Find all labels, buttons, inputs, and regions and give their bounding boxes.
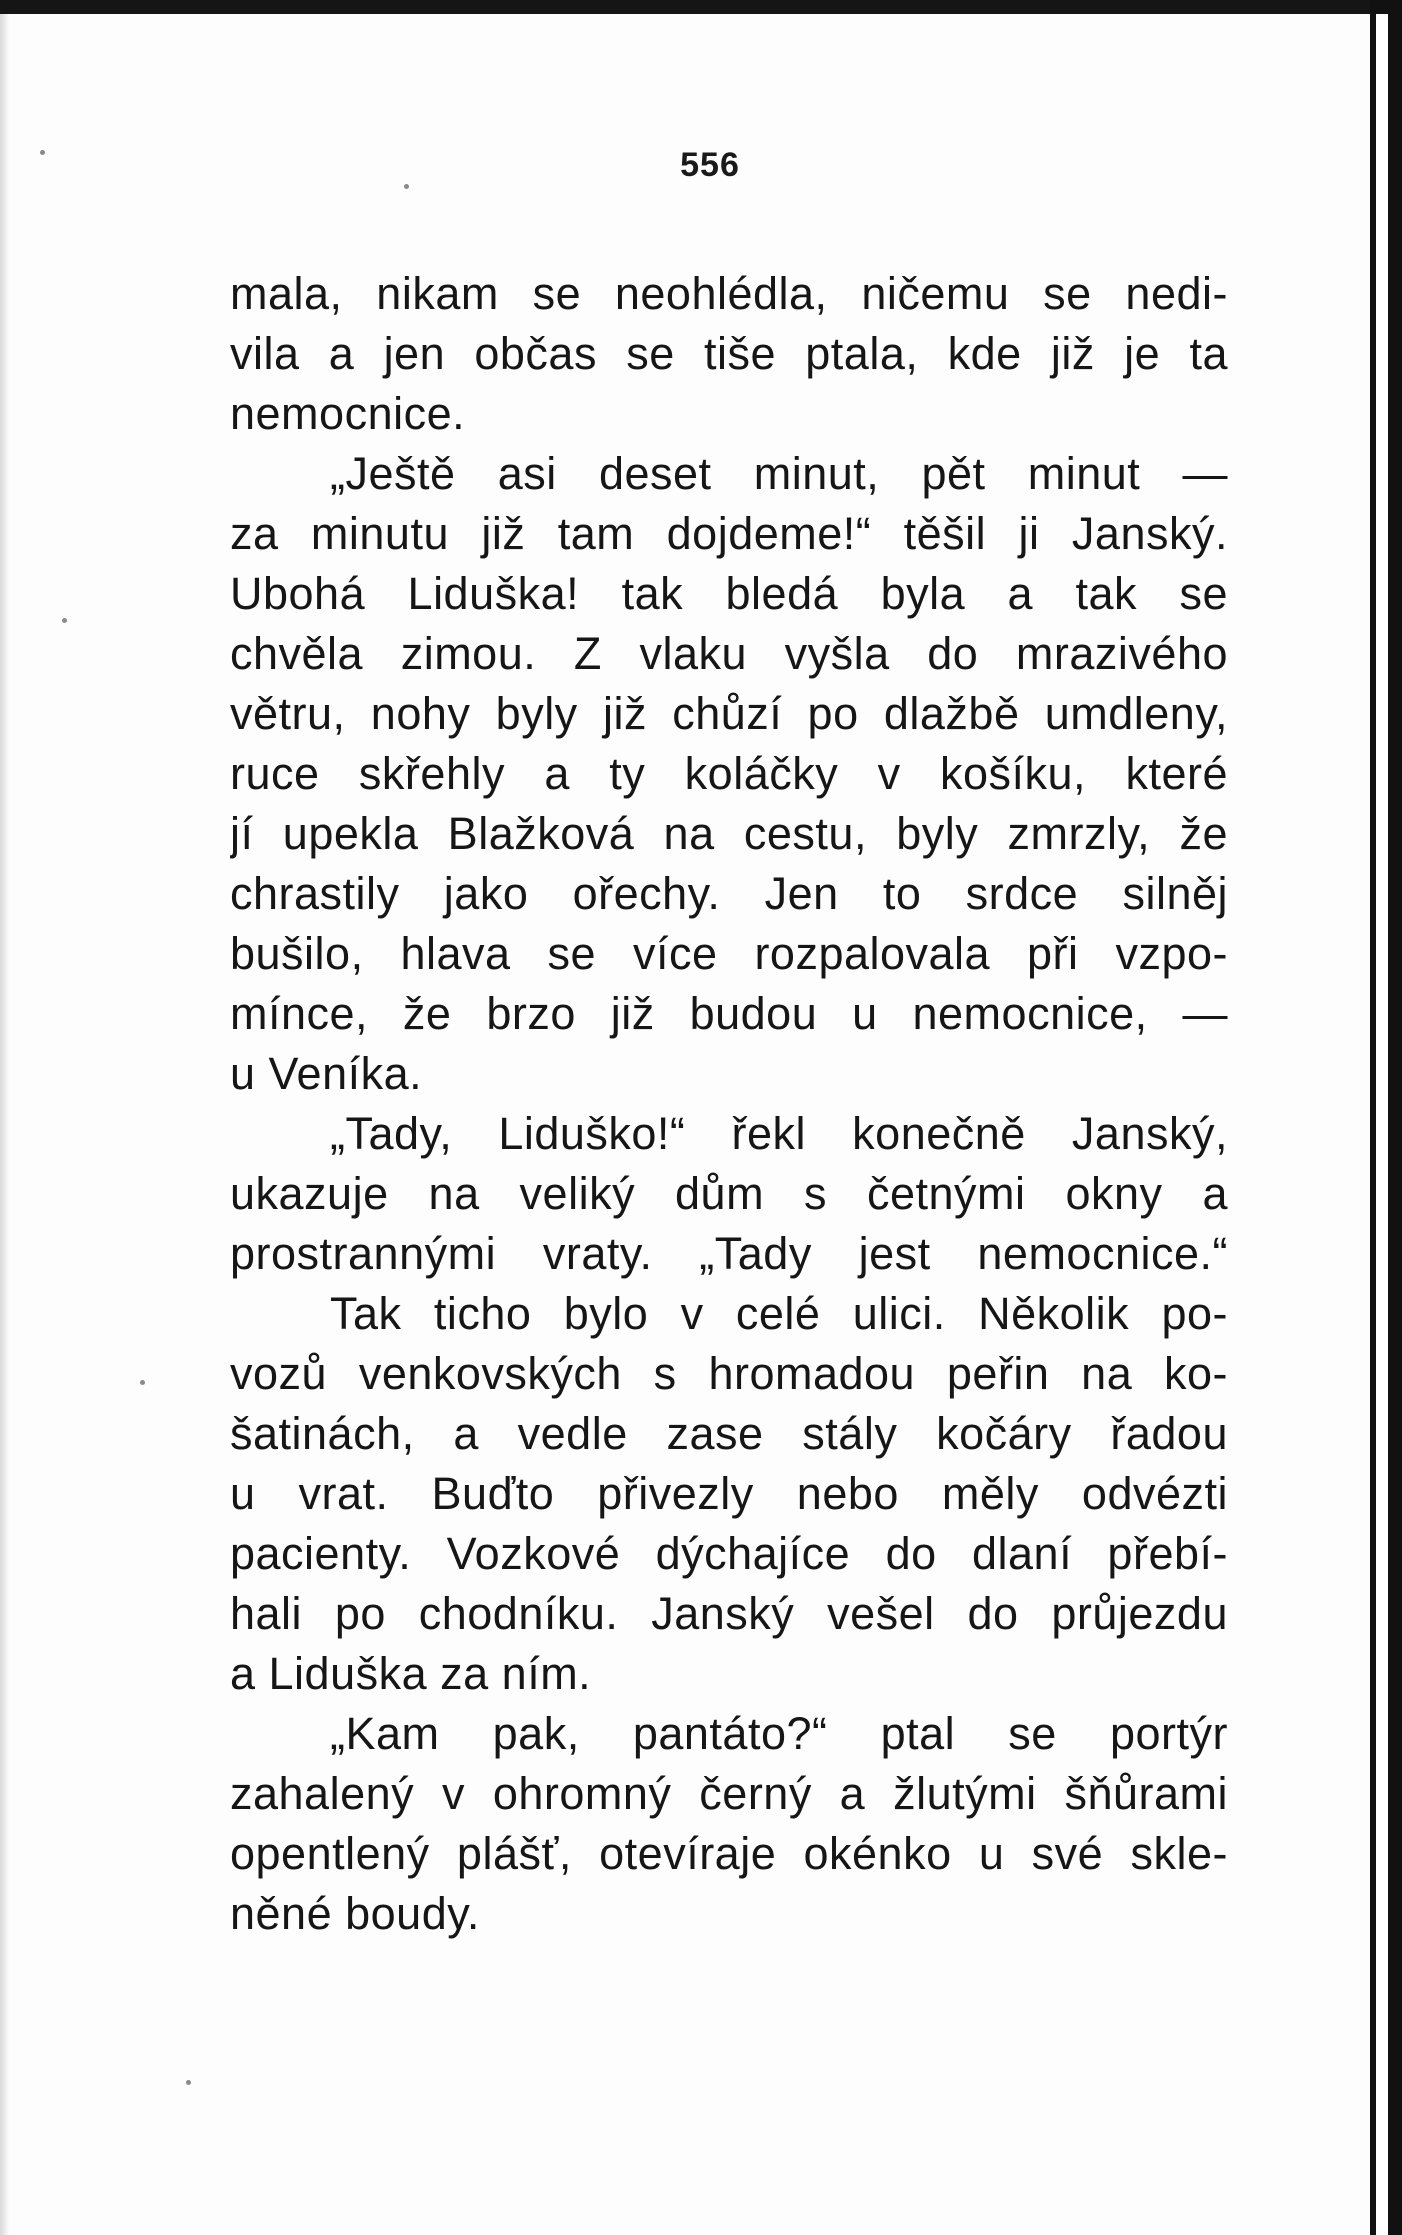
page-edge-shadow	[0, 14, 10, 2235]
text-line: bušilo, hlava se více rozpalovala při vzpo-	[230, 928, 1228, 979]
text-line: hali po chodníku. Janský vešel do průjezdu	[230, 1588, 1228, 1639]
text-line: vozů venkovských s hromadou peřin na ko-	[230, 1348, 1228, 1399]
page-number: 556	[680, 146, 740, 184]
text-line: ruce skřehly a ty koláčky v košíku, které	[230, 748, 1228, 799]
text-line: u Veníka.	[230, 1048, 423, 1099]
text-line: „Tady, Liduško!“ řekl konečně Janský,	[330, 1108, 1228, 1159]
body-text	[230, 264, 1228, 1944]
text-line: nemocnice.	[230, 388, 466, 439]
text-line: „Ještě asi deset minut, pět minut —	[330, 448, 1228, 499]
text-line: pacienty. Vozkové dýchajíce do dlaní přebí-	[230, 1528, 1228, 1579]
scan-border-gap	[1376, 14, 1388, 2235]
scan-speck	[62, 618, 67, 623]
text-line: zahalený v ohromný černý a žlutými šňůrami	[230, 1768, 1228, 1819]
text-line: u vrat. Buďto přivezly nebo měly odvézti	[230, 1468, 1228, 1519]
text-line: ukazuje na veliký dům s četnými okny a	[230, 1168, 1228, 1219]
scan-speck	[186, 2080, 191, 2085]
text-line: vila a jen občas se tiše ptala, kde již je ta	[230, 328, 1228, 379]
text-line: a Liduška za ním.	[230, 1648, 592, 1699]
text-line: jí upekla Blažková na cestu, byly zmrzly, že	[230, 808, 1228, 859]
text-line: za minutu již tam dojdeme!“ těšil ji Janský.	[230, 508, 1228, 559]
text-line: Tak ticho bylo v celé ulici. Několik po-	[330, 1288, 1228, 1339]
text-line: mínce, že brzo již budou u nemocnice, —	[230, 988, 1228, 1039]
text-line: něné boudy.	[230, 1888, 480, 1939]
text-line: „Kam pak, pantáto?“ ptal se portýr	[330, 1708, 1228, 1759]
text-line: prostrannými vraty. „Tady jest nemocnice.“	[230, 1228, 1228, 1279]
scan-border-top	[0, 0, 1402, 14]
text-line: chvěla zimou. Z vlaku vyšla do mrazivého	[230, 628, 1228, 679]
text-line: Ubohá Liduška! tak bledá byla a tak se	[230, 568, 1228, 619]
text-line: mala, nikam se neohlédla, ničemu se nedi-	[230, 268, 1228, 319]
text-line: chrastily jako ořechy. Jen to srdce silněj	[230, 868, 1228, 919]
scan-speck	[140, 1380, 145, 1385]
text-line: šatinách, a vedle zase stály kočáry řadou	[230, 1408, 1228, 1459]
text-line: opentlený plášť, otevíraje okénko u své skle-	[230, 1828, 1228, 1879]
text-line: větru, nohy byly již chůzí po dlažbě umdleny,	[230, 688, 1228, 739]
